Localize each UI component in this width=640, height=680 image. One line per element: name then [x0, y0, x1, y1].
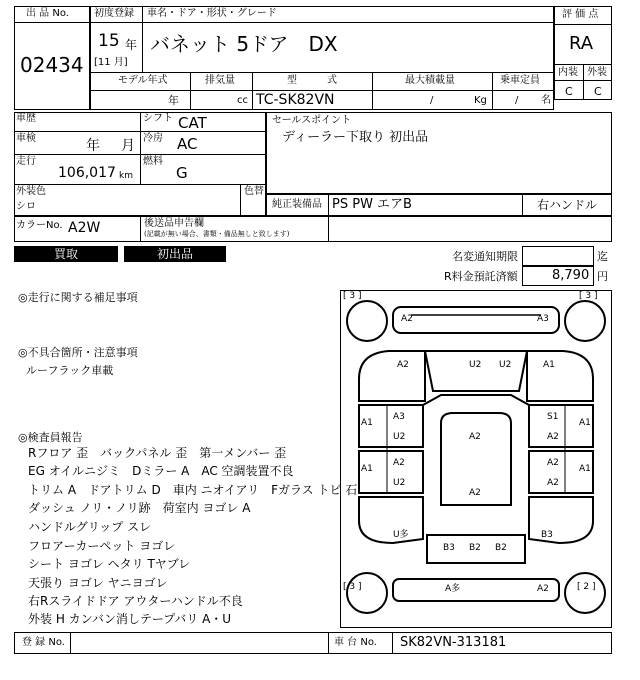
name-change-unit: 迄	[597, 250, 608, 263]
damage-code: U多	[393, 530, 409, 540]
fuel-value: G	[176, 164, 188, 182]
inspector-line: EG オイルニジミ Dミラー A AC 空調装置不良	[28, 464, 294, 478]
damage-code: A1	[579, 418, 591, 428]
cooling-label: 冷房	[143, 133, 163, 144]
car-name-label: 車名・ドア・形状・グレード	[147, 8, 277, 19]
damage-code: A2	[401, 314, 413, 324]
damage-code: A1	[361, 418, 373, 428]
car-name: バネット 5ドア DX	[150, 32, 338, 56]
damage-code: A1	[361, 464, 373, 474]
damage-code: U2	[393, 478, 406, 488]
recycle-unit: 円	[597, 270, 608, 283]
color-docs-box	[14, 216, 612, 242]
cc-unit: cc	[237, 95, 248, 106]
first-reg-label: 初度登録	[94, 8, 134, 19]
footer-box	[14, 632, 612, 654]
inspection-month-unit: 月	[121, 138, 135, 154]
inspector-heading: ◎検査員報告	[18, 431, 83, 444]
model-year-label: モデル年式	[118, 75, 168, 86]
damage-diagram	[340, 290, 612, 628]
exterior-color-label: 外装色	[16, 186, 46, 197]
inspector-line: 右Rスライドドア アウターハンドル不良	[28, 594, 243, 608]
sales-point-value: ディーラー下取り 初出品	[282, 130, 429, 145]
lot-label: 出 品 No.	[26, 8, 69, 19]
buy-bar: 買取	[14, 246, 118, 262]
damage-code: A2	[397, 360, 409, 370]
name-change-label: 名変通知期限	[452, 250, 518, 263]
damage-code: A2	[469, 432, 481, 442]
color-no-label: カラーNo.	[16, 220, 63, 231]
damage-code: A多	[445, 584, 461, 594]
lot-number: 02434	[20, 53, 84, 77]
registration-label: 登 録 No.	[22, 637, 65, 648]
damage-code: A2	[547, 458, 559, 468]
name-change-box	[522, 246, 594, 266]
load-sep: /	[430, 95, 434, 106]
defect-item: ルーフラック車載	[26, 364, 114, 377]
inspector-line: ハンドルグリップ スレ	[28, 520, 152, 534]
docs-label: 後送品申告欄	[144, 218, 204, 229]
first-reg-month: [11 月]	[94, 57, 128, 68]
displacement-label: 排気量	[205, 75, 235, 86]
damage-code: A2	[547, 432, 559, 442]
damage-code: A1	[579, 464, 591, 474]
corner-label: [ 3 ]	[343, 582, 362, 592]
inspector-line: 天張り ヨゴレ ヤニヨゴレ	[28, 576, 168, 590]
mileage-label: 走行	[16, 156, 36, 167]
sales-point-label: セールスポイント	[272, 115, 352, 126]
damage-code: A2	[537, 584, 549, 594]
model-year-unit: 年	[168, 94, 179, 107]
inspector-line: 外装 H カンバン消しテープバリ A・U	[28, 612, 232, 626]
damage-code: B3	[443, 543, 455, 553]
damage-code: A1	[543, 360, 555, 370]
interior-label: 内装	[558, 67, 578, 78]
corner-label: [ 2 ]	[577, 582, 596, 592]
capacity-label: 乗車定員	[500, 75, 540, 86]
recycle-value: 8,790	[552, 268, 590, 283]
damage-code: B3	[541, 530, 553, 540]
damage-code: S1	[547, 412, 559, 422]
equipment-label: 純正装備品	[272, 199, 322, 210]
inspector-line: トリム A ドアトリム D 車内 ニオイアリ Fガラス トビ 石	[28, 483, 358, 497]
history-label: 車歴	[16, 113, 36, 124]
equipment-value: PS PW エアB	[332, 197, 412, 212]
type-value: TC-SK82VN	[256, 92, 335, 108]
cooling-value: AC	[177, 135, 198, 153]
chassis-value: SK82VN-313181	[400, 635, 507, 650]
damage-code: A3	[393, 412, 405, 422]
chassis-label: 車 台 No.	[334, 637, 377, 648]
score-label: 評 価 点	[562, 9, 599, 20]
defect-heading: ◎不具合箇所・注意事項	[18, 346, 138, 359]
capacity-sep: /	[515, 95, 519, 106]
fuel-label: 燃料	[143, 156, 163, 167]
damage-code: A2	[547, 478, 559, 488]
type-label: 型 式	[287, 75, 337, 86]
shift-value: CAT	[178, 114, 207, 132]
corner-label: [ 3 ]	[343, 291, 362, 301]
damage-code: U2	[393, 432, 406, 442]
shift-label: シフト	[143, 113, 173, 124]
handle-value: 右ハンドル	[537, 198, 598, 212]
interior-grade: C	[565, 85, 573, 98]
inspector-line: フロアーカーペット ヨゴレ	[28, 539, 176, 553]
corner-label: [ 3 ]	[579, 291, 598, 301]
kg-unit: Kg	[474, 95, 487, 106]
person-unit: 名	[541, 95, 551, 106]
damage-code: U2	[499, 360, 512, 370]
exterior-grade: C	[594, 85, 602, 98]
inspector-line: シート ヨゴレ ヘタリ Tヤブレ	[28, 557, 191, 571]
inspector-line: Rフロア 歪 バックパネル 歪 第一メンバー 歪	[28, 446, 287, 460]
damage-code: A3	[537, 314, 549, 324]
inspector-line: ダッシュ ノリ・ノリ跡 荷室内 ヨゴレ A	[28, 501, 251, 515]
damage-code: U2	[469, 360, 482, 370]
damage-code: A2	[469, 488, 481, 498]
recycle-label: R料金預託済額	[444, 270, 518, 283]
docs-note: (記載が無い場合、書類・備品無しと致します)	[144, 230, 290, 238]
first-listing-bar: 初出品	[124, 246, 226, 262]
damage-code: B2	[469, 543, 481, 553]
driving-heading: ◎走行に関する補足事項	[18, 291, 138, 304]
first-reg-year-unit: 年	[125, 38, 138, 52]
inspection-year-unit: 年	[86, 138, 100, 154]
damage-code: B2	[495, 543, 507, 553]
damage-code: A2	[393, 458, 405, 468]
color-no-value: A2W	[68, 220, 101, 236]
mileage-value: 106,017	[58, 165, 116, 181]
first-reg-year: 15	[98, 31, 120, 51]
exterior-color-value: シロ	[16, 201, 36, 212]
km-unit: km	[119, 171, 133, 181]
repaint-label: 色替	[244, 186, 264, 197]
exterior-label: 外装	[587, 67, 607, 78]
inspection-label: 車検	[16, 133, 36, 144]
max-load-label: 最大積載量	[405, 75, 455, 86]
score-value: RA	[569, 33, 594, 54]
